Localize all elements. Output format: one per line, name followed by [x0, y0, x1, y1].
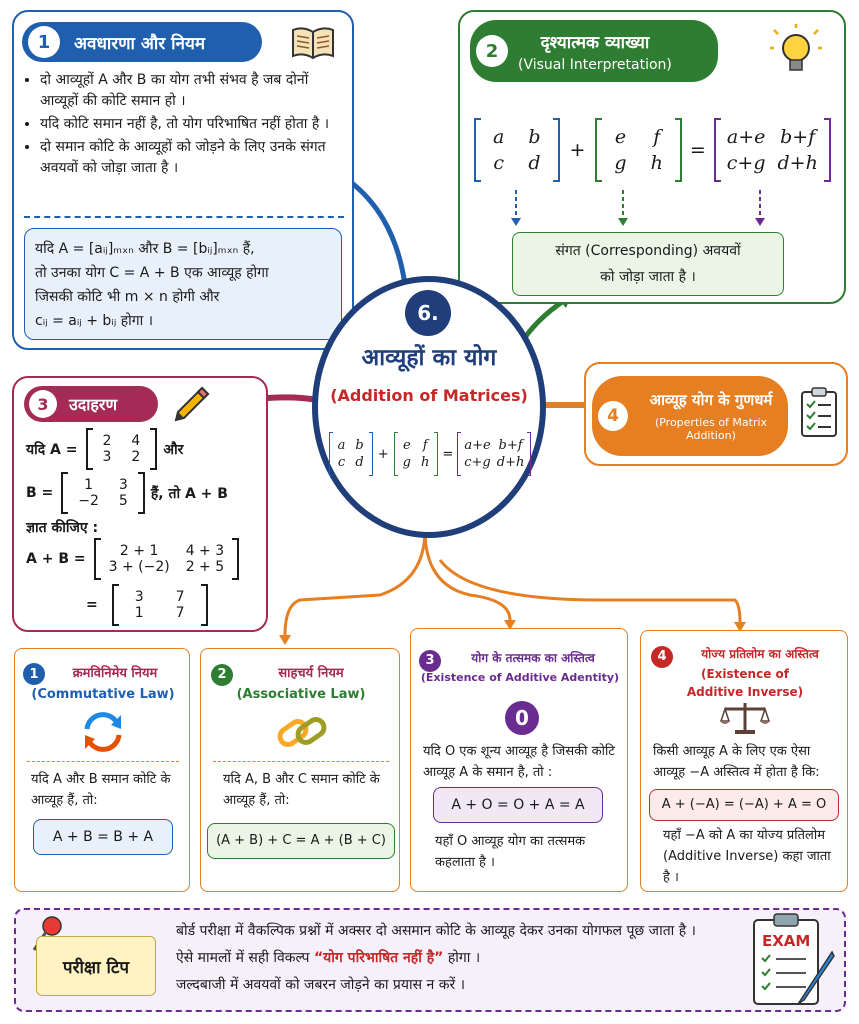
- concept-panel: [12, 10, 354, 350]
- property-title: योज्य प्रतिलोम का अस्तित्व: [701, 647, 819, 661]
- properties-title: आव्यूह योग के गुणधर्म: [649, 391, 773, 409]
- exam-tip-label-box: [36, 936, 156, 996]
- property-formula: A + B = B + A: [33, 819, 173, 855]
- property-text: यदि A और B समान कोटि के आव्यूह हैं, तो:: [31, 772, 171, 808]
- chain-link-icon: [275, 711, 329, 753]
- property-text: यदि A, B और C समान कोटि के आव्यूह हैं, तो:: [223, 772, 380, 808]
- definition-line: यदि A = [aᵢⱼ]ₘₓₙ और B = [bᵢⱼ]ₘₓₙ हैं,: [35, 241, 255, 257]
- book-icon: [289, 24, 337, 62]
- property-formula: (A + B) + C = A + (B + C): [207, 823, 395, 859]
- property-text: किसी आव्यूह A के लिए एक ऐसा आव्यूह −A अस्तित्व में होता है कि:: [653, 744, 820, 780]
- property-subtitle: (Associative Law): [236, 687, 366, 702]
- property-text: यदि O एक शून्य आव्यूह है जिसकी कोटि आव्यूह A के समान है, तो :: [423, 744, 615, 780]
- concept-header: [22, 22, 262, 62]
- property-title: साहचर्य नियम: [278, 666, 344, 681]
- pencil-icon: [172, 384, 212, 424]
- matrix-b: 1 3 −2 5: [61, 472, 145, 514]
- matrix-b: e f g h: [394, 432, 439, 476]
- visual-title: दृश्यात्मक व्याख्या: [540, 32, 650, 53]
- definition-line: तो उनका योग C = A + B एक आव्यूह होगा: [35, 265, 269, 281]
- dashed-arrows: [460, 188, 848, 228]
- definition-box: [24, 228, 342, 340]
- property-number-badge: 2: [211, 664, 233, 686]
- matrix-sum: 2 + 1 4 + 3 3 + (−2) 2 + 5: [94, 538, 240, 580]
- property-formula: A + O = O + A = A: [433, 787, 603, 823]
- topic-number-badge: 6.: [405, 290, 451, 336]
- example-line-b: B = 1 3 −2 5 हैं, तो A + B: [26, 472, 228, 514]
- matrix-a: 2 4 3 2: [86, 428, 158, 470]
- bullet-item: • दो समान कोटि के आव्यूहों को जोड़ने के लिए उनके संगत अवयवों को जोड़ा जाता है ।: [40, 137, 347, 179]
- bullet-item: • दो आव्यूहों A और B का योग तभी संभव है जब दोनों आव्यूहों की कोटि समान हो ।: [40, 70, 347, 112]
- concept-bullets: [22, 70, 347, 181]
- property-card-identity: [410, 628, 628, 892]
- example-line-find: ज्ञात कीजिए :: [26, 520, 99, 536]
- property-formula: A + (−A) = (−A) + A = O: [649, 789, 839, 821]
- corresponding-note: संगत (Corresponding) अवयवों को जोड़ा जाता है ।: [512, 232, 784, 296]
- property-subtitle: (Existence of Additive Inverse): [686, 667, 804, 699]
- section-number-badge: 3: [29, 390, 57, 418]
- property-note: यहाँ O आव्यूह योग का तत्समक कहलाता है ।: [435, 834, 586, 870]
- property-subtitle: (Existence of Additive Adentity): [420, 671, 620, 684]
- example-line-result: = 3 7 1 7: [86, 584, 208, 626]
- example-title: उदाहरण: [69, 395, 118, 414]
- property-card-commutative: [14, 648, 190, 892]
- properties-subtitle: (Properties of Matrix Addition): [654, 416, 768, 442]
- concept-title: अवधारणा और नियम: [74, 33, 205, 54]
- example-header: [24, 386, 158, 422]
- exam-tip-text: बोर्ड परीक्षा में वैकल्पिक प्रश्नों में अक्सर दो असमान कोटि के आव्यूह देकर उनका योगफल पूछ जाता है । ऐसे मामलों में सही विकल्प “योग परिभाषित नहीं है” होगा । जल्दबाजी में अवयवों को जबरन जोड़ने का प्रयास न करें ।: [176, 923, 696, 993]
- exam-tip-label: परीक्षा टिप: [62, 957, 130, 978]
- property-subtitle: (Commutative Law): [31, 687, 175, 702]
- balance-scale-icon: [719, 701, 771, 735]
- equals-sign: =: [689, 139, 706, 161]
- matrix-sum: a+e b+f c+g d+h: [714, 118, 831, 182]
- cycle-arrows-icon: [79, 709, 127, 755]
- section-number-badge: 2: [476, 35, 508, 67]
- section-number-badge: 4: [598, 401, 628, 431]
- zero-matrix-badge: 0: [505, 701, 539, 735]
- exam-clipboard-icon: [746, 912, 838, 1008]
- properties-header: [592, 376, 788, 456]
- definition-line: जिसकी कोटि भी m × n होगी और: [35, 289, 220, 305]
- property-card-associative: [200, 648, 400, 892]
- topic-equation: a b c d + e f g h = a+e b+f c+g d+h: [324, 428, 536, 480]
- property-number-badge: 3: [419, 650, 441, 672]
- exam-text: EXAM: [762, 932, 811, 950]
- visual-panel: [458, 10, 846, 304]
- matrix-sum: a+e b+f c+g d+h: [457, 432, 531, 476]
- topic-title: आव्यूहों का योग: [361, 345, 497, 371]
- matrix-result: 3 7 1 7: [112, 584, 208, 626]
- example-line-a: यदि A = 2 4 3 2 और: [26, 428, 183, 470]
- property-note: यहाँ −A को A का योज्य प्रतिलोम (Additive Inverse) कहा जाता है ।: [663, 828, 831, 885]
- lightbulb-icon: [770, 24, 822, 80]
- visual-subtitle: (Visual Interpretation): [518, 56, 672, 73]
- property-card-inverse: [640, 630, 848, 892]
- properties-panel: [584, 362, 848, 466]
- clipboard-checklist-icon: [800, 386, 838, 438]
- matrix-b: e f g h: [595, 118, 681, 182]
- matrix-a: a b c d: [474, 118, 560, 182]
- topic-subtitle: (Addition of Matrices): [330, 386, 528, 405]
- matrix-a: a b c d: [329, 432, 373, 476]
- example-line-sum: A + B = 2 + 1 4 + 3 3 + (−2) 2 + 5: [26, 538, 239, 580]
- bullet-item: • यदि कोटि समान नहीं है, तो योग परिभाषित नहीं होता है ।: [40, 114, 347, 135]
- property-title: योग के तत्समक का अस्तित्व: [471, 651, 595, 665]
- section-number-badge: 1: [28, 26, 60, 58]
- visual-header: [470, 20, 718, 82]
- property-number-badge: 1: [23, 663, 45, 685]
- visual-equation: [474, 114, 834, 186]
- plus-sign: +: [569, 139, 586, 161]
- property-number-badge: 4: [651, 646, 673, 668]
- property-title: क्रमविनिमेय नियम: [72, 666, 158, 681]
- dashed-divider: [24, 216, 344, 218]
- definition-line: cᵢⱼ = aᵢⱼ + bᵢⱼ होगा ।: [35, 313, 154, 329]
